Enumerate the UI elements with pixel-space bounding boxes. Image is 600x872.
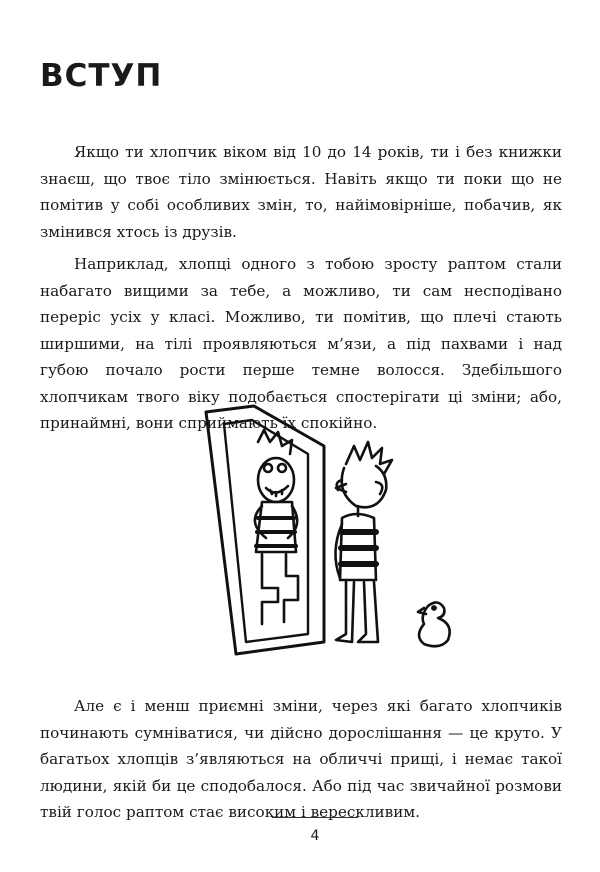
page-title: ВСТУП xyxy=(40,58,163,94)
paragraph-1: Якщо ти хлопчик віком від 10 до 14 років, ти і без книжки знаєш, що твоє тіло змінюється. Навіть якщо ти поки що не помітив у собі особливих змін, то, найімовірніше, побачив, як змінився хтось із друзів. xyxy=(40,143,562,241)
paragraph-2: Наприклад, хлопці одного з тобою зросту раптом стали набагато вищими за тебе, а можливо, ти сам несподівано переріс усіх у класі. Можливо, ти помітив, що плечі стають ширшими, на тілі проявляються м’язи, а під пахвами і над губою почало рости перше темне волосся. Здебільшого хлопчикам твого віку подобається спостерігати ці зміни; або, принаймні, вони сприймають їх спокійно. xyxy=(40,255,562,432)
paragraph-3: Але є і менш приємні зміни, через які багато хлопчиків починають сумніватися, чи дійсно дорослішання — це круто. У багатьох хлопців з’являються на обличчі прищі, і немає такої людини, якій би це сподобалося. Або під час звичайної розмови твій голос раптом стає високим і верескливим. xyxy=(40,697,562,821)
mirror-cartoon-illustration xyxy=(196,402,458,664)
page-number: 4 xyxy=(310,828,320,844)
closing-text xyxy=(40,693,562,826)
footer-divider xyxy=(272,817,358,818)
intro-text xyxy=(40,139,562,437)
